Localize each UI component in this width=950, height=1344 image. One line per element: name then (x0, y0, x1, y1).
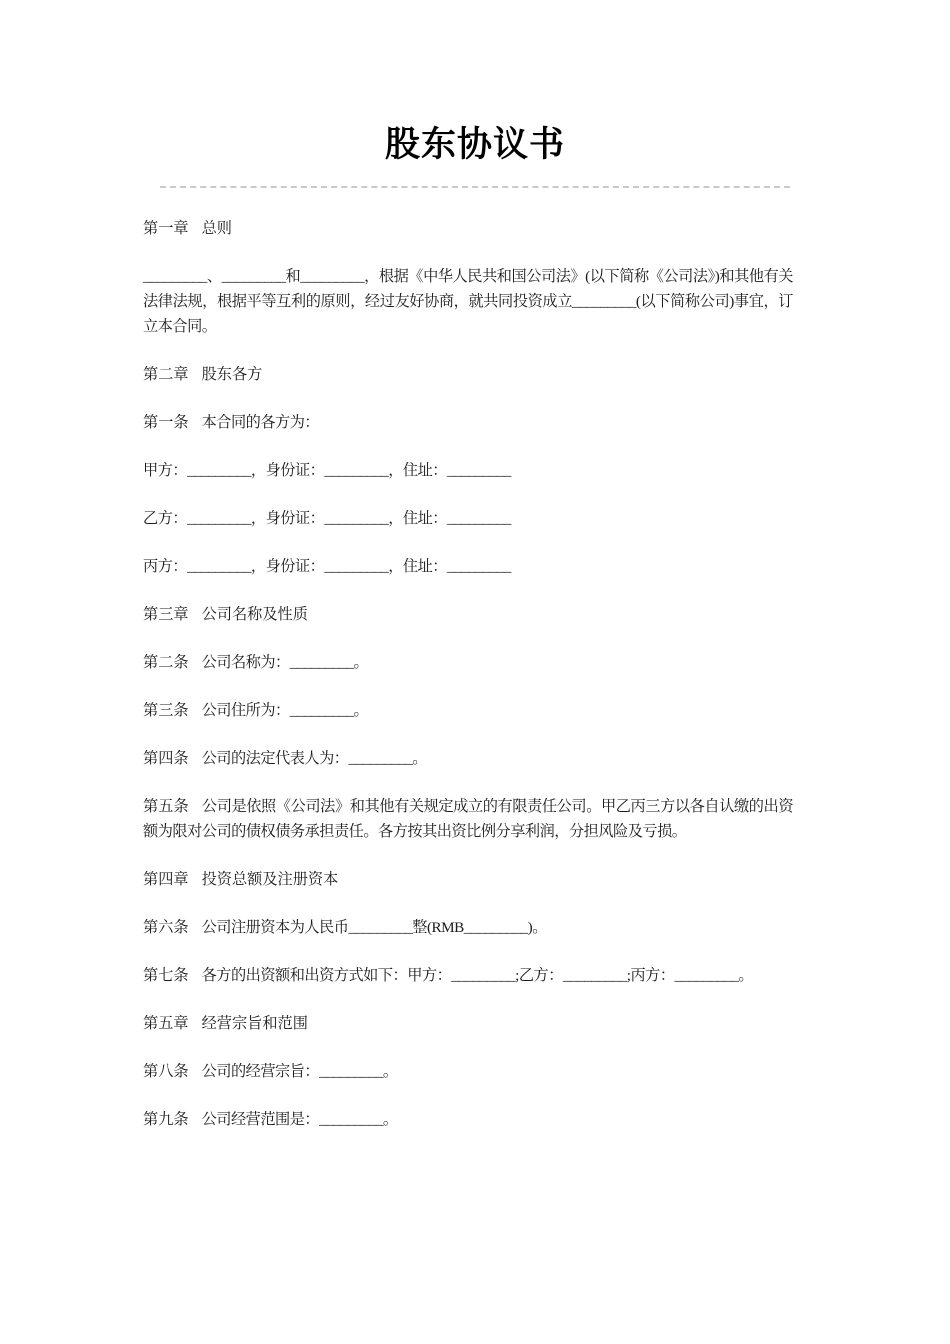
article-clause (143, 698, 793, 723)
chapter-title-text: 股东各方 (201, 366, 263, 383)
title-separator-rule (160, 186, 790, 188)
paragraph-text: 甲方：_________，身份证：_________，住址：_________ (143, 462, 511, 479)
article-clause (143, 650, 793, 675)
article-text: 公司经营范围是：_________。 (201, 1111, 398, 1128)
chapter-heading (143, 216, 793, 241)
article-clause (143, 963, 793, 988)
article-label: 第七条 (143, 967, 189, 984)
article-text: 公司注册资本为人民币_________整(RMB_________)。 (201, 919, 547, 936)
article-text: 公司住所为：_________。 (201, 702, 369, 719)
article-label: 第九条 (143, 1111, 189, 1128)
chapter-label: 第五章 (143, 1015, 189, 1032)
article-label: 第一条 (143, 414, 189, 431)
article-clause (143, 1059, 793, 1084)
article-label: 第六条 (143, 919, 189, 936)
article-clause (143, 1107, 793, 1132)
chapter-title-text: 总则 (201, 220, 232, 237)
chapter-label: 第四章 (143, 871, 189, 888)
chapter-title-text: 经营宗旨和范围 (201, 1015, 308, 1032)
article-clause (143, 915, 793, 940)
paragraph-text: _________、_________和_________，根据《中华人民共和国公司法》(以下简称《公司法》)和其他有关法律法规，根据平等互利的原则，经过友好协商，就共同投资成立_________(以下简称公司)事宜，订立本合同。 (143, 268, 793, 335)
paragraph (143, 458, 793, 483)
document-body (143, 216, 793, 1132)
article-text: 公司是依照《公司法》和其他有关规定成立的有限责任公司。甲乙丙三方以各自认缴的出资额为限对公司的债权债务承担责任。各方按其出资比例分享利润，分担风险及亏损。 (143, 798, 794, 840)
article-label: 第四条 (143, 750, 189, 767)
article-clause (143, 746, 793, 771)
chapter-heading (143, 1011, 793, 1036)
chapter-title-text: 公司名称及性质 (201, 606, 308, 623)
article-text: 本合同的各方为： (201, 414, 320, 431)
paragraph-text: 丙方：_________，身份证：_________，住址：_________ (143, 558, 511, 575)
article-label: 第二条 (143, 654, 189, 671)
article-clause (143, 794, 793, 844)
article-clause (143, 410, 793, 435)
paragraph (143, 554, 793, 579)
paragraph (143, 264, 793, 339)
chapter-label: 第二章 (143, 366, 189, 383)
chapter-label: 第三章 (143, 606, 189, 623)
article-text: 公司的经营宗旨：_________。 (201, 1063, 398, 1080)
chapter-heading (143, 362, 793, 387)
chapter-label: 第一章 (143, 220, 189, 237)
chapter-heading (143, 602, 793, 627)
article-label: 第五条 (143, 798, 189, 815)
chapter-title-text: 投资总额及注册资本 (201, 871, 339, 888)
paragraph (143, 506, 793, 531)
article-text: 各方的出资额和出资方式如下：甲方：_________;乙方：_________;丙方：_________。 (201, 967, 754, 984)
chapter-heading (143, 867, 793, 892)
article-text: 公司名称为：_________。 (201, 654, 369, 671)
paragraph-text: 乙方：_________，身份证：_________，住址：_________ (143, 510, 511, 527)
article-text: 公司的法定代表人为：_________。 (201, 750, 427, 767)
article-label: 第八条 (143, 1063, 189, 1080)
article-label: 第三条 (143, 702, 189, 719)
page-title: 股东协议书 (384, 125, 565, 164)
